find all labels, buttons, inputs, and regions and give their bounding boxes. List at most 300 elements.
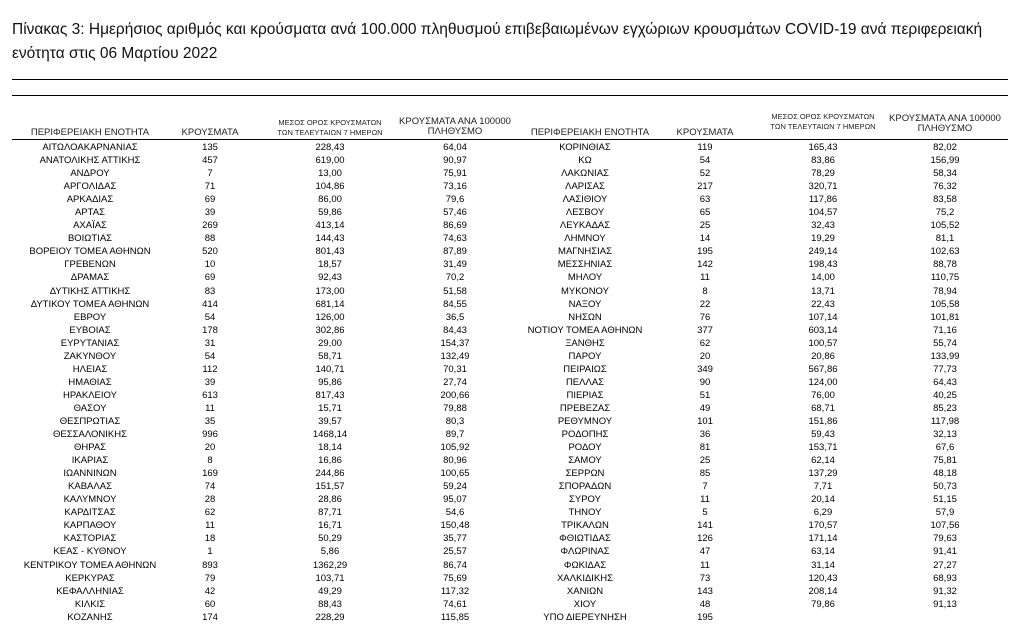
cell-unit-name: ΚΩ xyxy=(578,155,592,167)
cell-avg-7d: 19,29 xyxy=(811,233,835,245)
cell-unit-name: ΝΗΣΩΝ xyxy=(568,311,602,323)
cell-cases: 996 xyxy=(202,429,218,441)
cell-per-100k: 54,6 xyxy=(445,507,465,519)
cell-cases: 62 xyxy=(699,337,711,349)
cell-per-100k: 75,81 xyxy=(933,455,957,467)
cell-avg-7d: 13,00 xyxy=(318,168,342,180)
cell-avg-7d: 50,29 xyxy=(318,533,342,545)
cell-avg-7d: 140,71 xyxy=(315,363,345,375)
cell-per-100k: 32,13 xyxy=(933,429,957,441)
cell-unit-name: ΣΥΡΟΥ xyxy=(569,494,601,506)
cell-avg-7d: 107,14 xyxy=(808,311,838,323)
cell-avg-7d: 5,86 xyxy=(320,546,340,558)
cell-unit-name: ΘΗΡΑΣ xyxy=(73,442,107,454)
cell-per-100k: 27,27 xyxy=(933,559,957,571)
cell-unit-name: ΡΕΘΥΜΝΟΥ xyxy=(557,415,613,427)
cell-unit-name: ΥΠΟ ΔΙΕΡΕΥΝΗΣΗ xyxy=(543,611,627,623)
cell-per-100k: 68,93 xyxy=(933,572,957,584)
cell-unit-name: ΡΟΔΟΠΗΣ xyxy=(561,429,609,441)
cell-avg-7d: 39,57 xyxy=(318,415,342,427)
cell-avg-7d: 78,29 xyxy=(811,168,835,180)
cell-unit-name: ΚΑΛΥΜΝΟΥ xyxy=(63,494,117,506)
cell-per-100k: 77,73 xyxy=(933,363,957,375)
cell-avg-7d: 62,14 xyxy=(811,455,835,467)
cell-avg-7d: 1468,14 xyxy=(312,429,348,441)
cell-cases: 83 xyxy=(204,285,216,297)
cell-unit-name: ΚΕΑΣ - ΚΥΘΝΟΥ xyxy=(53,546,127,558)
cell-unit-name: ΒΟΙΩΤΙΑΣ xyxy=(67,233,113,245)
cell-unit-name: ΛΕΣΒΟΥ xyxy=(565,207,605,219)
cell-per-100k: 88,78 xyxy=(933,259,957,271)
cell-per-100k: 105,52 xyxy=(930,220,960,232)
cell-unit-name: ΤΗΝΟΥ xyxy=(568,507,602,519)
cell-unit-name: ΤΡΙΚΑΛΩΝ xyxy=(561,520,609,532)
cell-cases: 126 xyxy=(697,533,713,545)
cell-avg-7d: 198,43 xyxy=(808,259,838,271)
cell-per-100k: 73,16 xyxy=(443,181,467,193)
cell-unit-name: ΒΟΡΕΙΟΥ ΤΟΜΕΑ ΑΘΗΝΩΝ xyxy=(29,246,151,258)
cell-cases: 25 xyxy=(699,220,711,232)
cell-per-100k: 115,85 xyxy=(440,611,470,623)
cell-unit-name: ΜΥΚΟΝΟΥ xyxy=(561,285,609,297)
cell-per-100k: 31,49 xyxy=(443,259,467,271)
cell-unit-name: ΚΟΡΙΝΘΙΑΣ xyxy=(559,142,611,153)
cell-avg-7d: 681,14 xyxy=(315,298,345,310)
cell-cases: 47 xyxy=(699,546,711,558)
cell-unit-name: ΕΥΒΟΙΑΣ xyxy=(69,324,111,336)
cell-per-100k: 75,2 xyxy=(935,207,955,219)
cell-avg-7d: 173,00 xyxy=(315,285,345,297)
cell-unit-name: ΑΡΚΑΔΙΑΣ xyxy=(66,194,114,206)
cell-avg-7d: 137,29 xyxy=(808,468,838,480)
cell-unit-name: ΚΕΝΤΡΙΚΟΥ ΤΟΜΕΑ ΑΘΗΝΩΝ xyxy=(23,559,157,571)
cell-avg-7d: 603,14 xyxy=(808,324,838,336)
header-unit-right: ΠΕΡΙΦΕΡΕΙΑΚΗ ΕΝΟΤΗΤΑ xyxy=(530,127,650,138)
cell-avg-7d: 86,00 xyxy=(318,194,342,206)
cell-avg-7d: 16,71 xyxy=(318,520,342,532)
cell-unit-name: ΔΥΤΙΚΟΥ ΤΟΜΕΑ ΑΘΗΝΩΝ xyxy=(30,298,150,310)
cell-unit-name: ΛΑΚΩΝΙΑΣ xyxy=(561,168,609,180)
cell-unit-name: ΚΑΣΤΟΡΙΑΣ xyxy=(63,533,117,545)
cell-unit-name: ΜΗΛΟΥ xyxy=(567,272,603,284)
cell-cases: 7 xyxy=(702,481,708,493)
cell-cases: 62 xyxy=(204,507,216,519)
cell-unit-name: ΑΡΤΑΣ xyxy=(75,207,105,219)
cell-avg-7d: 249,14 xyxy=(808,246,838,258)
cell-per-100k: 110,75 xyxy=(930,272,960,284)
cell-cases: 269 xyxy=(202,220,218,232)
cell-per-100k: 156,99 xyxy=(930,155,960,167)
cell-avg-7d: 18,57 xyxy=(318,259,342,271)
cell-avg-7d: 13,71 xyxy=(811,285,835,297)
cell-avg-7d: 15,71 xyxy=(318,402,342,414)
cell-unit-name: ΗΜΑΘΙΑΣ xyxy=(68,376,112,388)
cell-avg-7d: 29,00 xyxy=(318,337,342,349)
cell-per-100k: 57,9 xyxy=(935,507,955,519)
cell-avg-7d: 59,43 xyxy=(811,429,835,441)
cell-cases: 11 xyxy=(205,402,215,414)
cell-avg-7d: 567,86 xyxy=(808,363,838,375)
cell-cases: 65 xyxy=(699,207,711,219)
cell-per-100k: 133,99 xyxy=(930,350,960,362)
cell-avg-7d: 95,86 xyxy=(318,376,342,388)
cell-unit-name: ΖΑΚΥΝΘΟΥ xyxy=(63,350,117,362)
cell-avg-7d: 18,14 xyxy=(318,442,342,454)
cell-avg-7d: 104,57 xyxy=(808,207,838,219)
cell-cases: 5 xyxy=(702,507,708,519)
cell-per-100k: 95,07 xyxy=(443,494,467,506)
cell-unit-name: ΔΡΑΜΑΣ xyxy=(70,272,110,284)
cell-per-100k: 100,65 xyxy=(440,468,470,480)
cell-avg-7d: 120,43 xyxy=(808,572,838,584)
cell-unit-name: ΠΡΕΒΕΖΑΣ xyxy=(559,402,611,414)
cell-per-100k: 89,7 xyxy=(445,429,465,441)
cell-cases: 112 xyxy=(202,363,218,375)
cell-cases: 54 xyxy=(699,155,711,167)
cell-unit-name: ΔΥΤΙΚΗΣ ΑΤΤΙΚΗΣ xyxy=(49,285,131,297)
cell-avg-7d: 16,86 xyxy=(318,455,342,467)
cell-avg-7d: 7,71 xyxy=(813,481,833,493)
table-caption: Πίνακας 3: Ημερήσιος αριθμός και κρούσματα ανά 100.000 πληθυσμού επιβεβαιωμένων εγχώριων κρουσμάτων COVID-19 ανά περιφερειακή ενότητα στις 06 Μαρτίου 2022 xyxy=(12,21,983,62)
cell-unit-name: ΛΑΣΙΘΙΟΥ xyxy=(562,194,608,206)
top-divider xyxy=(12,79,1008,80)
cell-unit-name: ΘΑΣΟΥ xyxy=(73,402,107,414)
cell-cases: 14 xyxy=(699,233,711,245)
cell-per-100k: 79,88 xyxy=(443,402,467,414)
cell-per-100k: 75,91 xyxy=(443,168,467,180)
header-cases-left: ΚΡΟΥΣΜΑΤΑ xyxy=(181,127,239,138)
cell-per-100k: 200,66 xyxy=(440,389,470,401)
cell-per-100k: 105,92 xyxy=(440,442,470,454)
cell-per-100k: 102,63 xyxy=(930,246,960,258)
cell-per-100k: 67,6 xyxy=(935,442,955,454)
cell-cases: 135 xyxy=(202,142,218,153)
cell-cases: 7 xyxy=(207,168,213,180)
cell-per-100k: 50,73 xyxy=(933,481,957,493)
cell-cases: 35 xyxy=(204,415,216,427)
cell-avg-7d: 92,43 xyxy=(318,272,342,284)
cell-per-100k: 80,3 xyxy=(445,415,465,427)
cell-cases: 11 xyxy=(700,559,710,571)
cell-unit-name: ΣΑΜΟΥ xyxy=(568,455,602,467)
cell-cases: 11 xyxy=(700,494,710,506)
cell-per-100k: 86,69 xyxy=(443,220,467,232)
cell-per-100k: 36,5 xyxy=(445,311,465,323)
cell-unit-name: ΝΑΞΟΥ xyxy=(568,298,602,310)
cell-avg-7d: 76,00 xyxy=(811,389,835,401)
cell-unit-name: ΧΑΝΙΩΝ xyxy=(566,585,604,597)
cell-per-100k: 51,58 xyxy=(443,285,467,297)
cell-cases: 90 xyxy=(699,376,711,388)
cell-cases: 28 xyxy=(204,494,216,506)
cell-per-100k: 90,97 xyxy=(443,155,467,167)
cell-avg-7d: 59,86 xyxy=(318,207,342,219)
cell-unit-name: ΜΕΣΣΗΝΙΑΣ xyxy=(557,259,613,271)
cell-cases: 71 xyxy=(204,181,216,193)
cell-avg-7d: 801,43 xyxy=(315,246,345,258)
cell-per-100k: 74,61 xyxy=(443,598,467,610)
cell-avg-7d: 413,14 xyxy=(315,220,345,232)
cell-cases: 85 xyxy=(699,468,711,480)
cell-per-100k: 71,16 xyxy=(933,324,957,336)
cell-unit-name: ΗΛΕΙΑΣ xyxy=(72,363,108,375)
cell-per-100k: 64,04 xyxy=(443,142,467,153)
cell-per-100k: 154,37 xyxy=(440,337,470,349)
cell-cases: 63 xyxy=(699,194,711,206)
cell-avg-7d: 104,86 xyxy=(315,181,345,193)
cell-per-100k: 59,24 xyxy=(443,481,467,493)
cell-unit-name: ΦΛΩΡΙΝΑΣ xyxy=(560,546,610,558)
cell-cases: 169 xyxy=(202,468,218,480)
cell-per-100k: 58,34 xyxy=(933,168,957,180)
cell-cases: 1 xyxy=(207,546,213,558)
cell-avg-7d: 88,43 xyxy=(318,598,342,610)
cell-per-100k: 86,74 xyxy=(443,559,467,571)
cell-unit-name: ΚΑΡΔΙΤΣΑΣ xyxy=(64,507,116,519)
cell-avg-7d: 58,71 xyxy=(318,350,342,362)
cell-unit-name: ΣΠΟΡΑΔΩΝ xyxy=(558,481,612,493)
cell-cases: 54 xyxy=(204,350,216,362)
header-unit-left: ΠΕΡΙΦΕΡΕΙΑΚΗ ΕΝΟΤΗΤΑ xyxy=(30,127,150,138)
cell-avg-7d: 208,14 xyxy=(808,585,838,597)
cell-avg-7d: 153,71 xyxy=(808,442,838,454)
cell-avg-7d: 320,71 xyxy=(808,181,838,193)
cell-avg-7d: 165,43 xyxy=(808,142,838,153)
cell-per-100k: 27,74 xyxy=(443,376,467,388)
cell-cases: 195 xyxy=(697,246,713,258)
cell-per-100k: 81,1 xyxy=(935,233,955,245)
cell-cases: 11 xyxy=(700,272,710,284)
cell-avg-7d: 244,86 xyxy=(315,468,345,480)
header-avg-left: ΜΕΣΟΣ ΟΡΟΣ ΚΡΟΥΣΜΑΤΩΝ ΤΩΝ ΤΕΛΕΥΤΑΙΩΝ 7 ΗΜΕΡΩΝ xyxy=(277,118,383,137)
cell-per-100k: 75,69 xyxy=(443,572,467,584)
cell-cases: 143 xyxy=(697,585,713,597)
cell-avg-7d: 87,71 xyxy=(318,507,342,519)
cell-unit-name: ΡΟΔΟΥ xyxy=(568,442,602,454)
cell-avg-7d: 68,71 xyxy=(811,402,835,414)
cell-avg-7d: 151,86 xyxy=(808,415,838,427)
cell-unit-name: ΚΕΡΚΥΡΑΣ xyxy=(65,572,115,584)
cell-avg-7d: 22,43 xyxy=(811,298,835,310)
cell-cases: 142 xyxy=(697,259,713,271)
cell-unit-name: ΓΡΕΒΕΝΩΝ xyxy=(64,259,116,271)
cell-per-100k: 74,63 xyxy=(443,233,467,245)
cell-avg-7d: 171,14 xyxy=(808,533,838,545)
cell-cases: 141 xyxy=(697,520,713,532)
cell-unit-name: ΑΙΤΩΛΟΑΚΑΡΝΑΝΙΑΣ xyxy=(42,142,138,153)
cell-avg-7d: 103,71 xyxy=(315,572,345,584)
cell-cases: 76 xyxy=(699,311,711,323)
cell-cases: 20 xyxy=(204,442,216,454)
cell-cases: 69 xyxy=(204,194,216,206)
cell-per-100k: 78,94 xyxy=(933,285,957,297)
cell-avg-7d: 20,86 xyxy=(811,350,835,362)
cell-cases: 174 xyxy=(202,611,218,623)
cell-avg-7d: 228,29 xyxy=(315,611,345,623)
cell-avg-7d: 83,86 xyxy=(811,155,835,167)
cell-avg-7d: 32,43 xyxy=(811,220,835,232)
cell-per-100k: 48,18 xyxy=(933,468,957,480)
cell-cases: 52 xyxy=(699,168,711,180)
cell-avg-7d: 117,86 xyxy=(808,194,838,206)
cell-avg-7d: 124,00 xyxy=(808,376,838,388)
cell-unit-name: ΞΑΝΘΗΣ xyxy=(565,337,605,349)
cell-cases: 48 xyxy=(699,598,711,610)
cell-cases: 22 xyxy=(699,298,711,310)
cell-unit-name: ΑΡΓΟΛΙΔΑΣ xyxy=(63,181,117,193)
cell-cases: 613 xyxy=(202,389,218,401)
cell-unit-name: ΝΟΤΙΟΥ ΤΟΜΕΑ ΑΘΗΝΩΝ xyxy=(527,324,643,336)
cell-unit-name: ΙΚΑΡΙΑΣ xyxy=(71,455,109,467)
cell-per-100k: 101,81 xyxy=(930,311,960,323)
header-divider xyxy=(12,139,1008,140)
cell-cases: 49 xyxy=(699,402,711,414)
cell-avg-7d: 20,14 xyxy=(811,494,835,506)
cell-per-100k: 117,98 xyxy=(930,415,960,427)
cell-cases: 18 xyxy=(204,533,216,545)
cell-avg-7d: 1362,29 xyxy=(312,559,348,571)
cell-per-100k: 35,77 xyxy=(443,533,467,545)
cell-unit-name: ΦΩΚΙΔΑΣ xyxy=(563,559,607,571)
cell-unit-name: ΕΒΡΟΥ xyxy=(73,311,107,323)
cell-cases: 81 xyxy=(699,442,711,454)
cell-unit-name: ΑΝΔΡΟΥ xyxy=(70,168,110,180)
cell-avg-7d: 6,29 xyxy=(813,507,833,519)
cell-per-100k: 83,58 xyxy=(933,194,957,206)
cell-cases: 54 xyxy=(204,311,216,323)
cell-cases: 79 xyxy=(204,572,216,584)
cell-cases: 60 xyxy=(204,598,216,610)
cell-per-100k: 87,89 xyxy=(443,246,467,258)
cell-per-100k: 76,32 xyxy=(933,181,957,193)
cell-per-100k: 117,32 xyxy=(440,585,470,597)
cell-unit-name: ΠΕΙΡΑΙΩΣ xyxy=(563,363,607,375)
cell-cases: 74 xyxy=(204,481,216,493)
cell-per-100k: 91,32 xyxy=(933,585,957,597)
cell-cases: 178 xyxy=(202,324,218,336)
cell-per-100k: 79,6 xyxy=(445,194,465,206)
cell-unit-name: ΧΑΛΚΙΔΙΚΗΣ xyxy=(556,572,614,584)
cell-unit-name: ΠΙΕΡΙΑΣ xyxy=(566,389,604,401)
cell-cases: 377 xyxy=(697,324,713,336)
cell-cases: 36 xyxy=(699,429,711,441)
table-top-rule xyxy=(12,95,1008,96)
cell-avg-7d: 79,86 xyxy=(811,598,835,610)
cell-per-100k: 84,43 xyxy=(443,324,467,336)
cell-per-100k: 80,96 xyxy=(443,455,467,467)
cell-cases: 414 xyxy=(202,298,218,310)
cell-cases: 88 xyxy=(204,233,216,245)
cell-unit-name: ΛΑΡΙΣΑΣ xyxy=(565,181,605,193)
cell-unit-name: ΚΑΒΑΛΑΣ xyxy=(68,481,112,493)
cell-avg-7d: 228,43 xyxy=(315,142,345,153)
cell-avg-7d: 63,14 xyxy=(811,546,835,558)
cell-per-100k: 55,74 xyxy=(933,337,957,349)
cell-cases: 8 xyxy=(702,285,708,297)
cell-unit-name: ΙΩΑΝΝΙΝΩΝ xyxy=(63,468,117,480)
cell-unit-name: ΜΑΓΝΗΣΙΑΣ xyxy=(558,246,612,258)
cell-per-100k: 25,57 xyxy=(443,546,467,558)
cell-cases: 101 xyxy=(697,415,713,427)
cell-cases: 195 xyxy=(697,611,713,623)
cell-avg-7d: 302,86 xyxy=(315,324,345,336)
cell-cases: 69 xyxy=(204,272,216,284)
cell-cases: 73 xyxy=(699,572,711,584)
cell-unit-name: ΚΑΡΠΑΘΟΥ xyxy=(63,520,117,532)
cell-cases: 20 xyxy=(699,350,711,362)
cell-per-100k: 70,2 xyxy=(445,272,465,284)
cell-per-100k: 84,55 xyxy=(443,298,467,310)
header-avg-right: ΜΕΣΟΣ ΟΡΟΣ ΚΡΟΥΣΜΑΤΩΝ ΤΩΝ ΤΕΛΕΥΤΑΙΩΝ 7 ΗΜΕΡΩΝ xyxy=(770,112,876,131)
cell-per-100k: 132,49 xyxy=(440,350,470,362)
cell-cases: 10 xyxy=(204,259,216,271)
cell-per-100k: 64,43 xyxy=(933,376,957,388)
cell-avg-7d: 100,57 xyxy=(808,337,838,349)
cell-avg-7d: 14,00 xyxy=(811,272,835,284)
cell-per-100k: 40,25 xyxy=(933,389,957,401)
cell-cases: 42 xyxy=(204,585,216,597)
cell-per-100k: 91,13 xyxy=(933,598,957,610)
cell-avg-7d: 49,29 xyxy=(318,585,342,597)
header-per100k-right: ΚΡΟΥΣΜΑΤΑ ΑΝΑ 100000 ΠΛΗΘΥΣΜΟ xyxy=(889,113,1001,134)
cell-unit-name: ΕΥΡΥΤΑΝΙΑΣ xyxy=(60,337,120,349)
cell-avg-7d: 28,86 xyxy=(318,494,342,506)
cell-per-100k: 51,15 xyxy=(933,494,957,506)
cell-avg-7d: 619,00 xyxy=(315,155,345,167)
cell-per-100k: 70,31 xyxy=(443,363,467,375)
cell-per-100k: 79,63 xyxy=(933,533,957,545)
cell-unit-name: ΛΗΜΝΟΥ xyxy=(564,233,606,245)
cell-unit-name: ΗΡΑΚΛΕΙΟΥ xyxy=(63,389,117,401)
cell-cases: 893 xyxy=(202,559,218,571)
cell-unit-name: ΠΕΛΛΑΣ xyxy=(565,376,605,388)
cell-cases: 51 xyxy=(699,389,711,401)
cell-avg-7d: 170,57 xyxy=(808,520,838,532)
cell-unit-name: ΘΕΣΠΡΩΤΙΑΣ xyxy=(59,415,121,427)
cell-per-100k: 91,41 xyxy=(933,546,957,558)
cell-per-100k: 107,56 xyxy=(930,520,960,532)
cell-cases: 8 xyxy=(207,455,213,467)
cell-unit-name: ΛΕΥΚΑΔΑΣ xyxy=(559,220,611,232)
cell-unit-name: ΘΕΣΣΑΛΟΝΙΚΗΣ xyxy=(53,429,127,441)
cell-avg-7d: 126,00 xyxy=(315,311,345,323)
cell-unit-name: ΑΧΑΪΑΣ xyxy=(73,220,107,232)
cell-unit-name: ΠΑΡΟΥ xyxy=(568,350,602,362)
cell-cases: 11 xyxy=(205,520,215,532)
header-per100k-left: ΚΡΟΥΣΜΑΤΑ ΑΝΑ 100000 ΠΛΗΘΥΣΜΟ xyxy=(399,116,511,137)
cell-cases: 349 xyxy=(697,363,713,375)
cell-avg-7d: 144,43 xyxy=(315,233,345,245)
cell-cases: 457 xyxy=(202,155,218,167)
cell-per-100k: 85,23 xyxy=(933,402,957,414)
cell-per-100k: 150,48 xyxy=(440,520,470,532)
cell-unit-name: ΣΕΡΡΩΝ xyxy=(565,468,605,480)
cell-avg-7d: 31,14 xyxy=(811,559,835,571)
cell-unit-name: ΦΘΙΩΤΙΔΑΣ xyxy=(559,533,611,545)
cell-cases: 39 xyxy=(204,376,216,388)
cell-per-100k: 82,02 xyxy=(933,142,957,153)
cell-cases: 31 xyxy=(204,337,216,349)
cell-unit-name: ΚΕΦΑΛΛΗΝΙΑΣ xyxy=(56,585,124,597)
cell-avg-7d: 817,43 xyxy=(315,389,345,401)
cell-unit-name: ΚΙΛΚΙΣ xyxy=(74,598,106,610)
cell-per-100k: 105,58 xyxy=(930,298,960,310)
header-cases-right: ΚΡΟΥΣΜΑΤΑ xyxy=(676,127,734,138)
cell-avg-7d: 151,57 xyxy=(315,481,345,493)
cell-per-100k: 57,46 xyxy=(443,207,467,219)
cell-cases: 520 xyxy=(202,246,218,258)
cell-cases: 119 xyxy=(697,142,713,153)
